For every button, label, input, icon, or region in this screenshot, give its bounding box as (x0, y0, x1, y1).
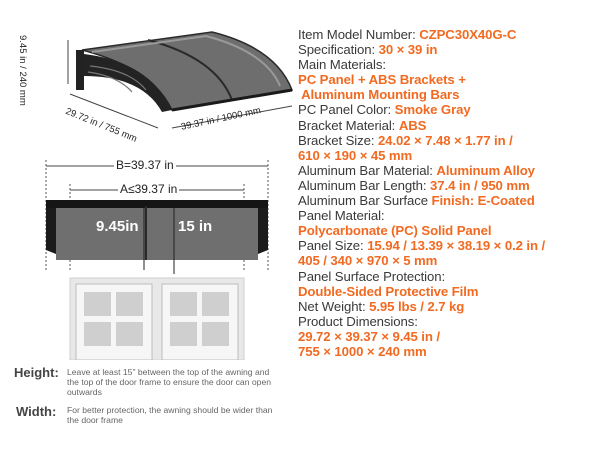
spec-line (298, 148, 598, 163)
spec-value: PC Panel + ABS Brackets + (298, 72, 466, 88)
spec-label: Bracket Material: (298, 117, 399, 133)
height-value-label: 9.45in (96, 218, 139, 235)
spec-value: 755 × 1000 × 240 mm (298, 343, 427, 359)
spec-value: ABS (398, 117, 427, 133)
spec-line (298, 178, 598, 193)
spec-value: 5.95 lbs / 2.7 kg (369, 298, 465, 314)
spec-line (298, 329, 598, 344)
spec-value: Aluminum Mounting Bars (298, 87, 460, 103)
spec-line (298, 133, 598, 148)
spec-line (298, 253, 598, 268)
a-dimension-label: A≤39.37 in (120, 182, 178, 196)
spec-line (298, 344, 598, 359)
width-note-label: Width: (16, 404, 57, 419)
spec-line (298, 27, 598, 42)
spec-label: Aluminum Bar Material: (298, 162, 437, 178)
dimension-depth-label: 29.72 in / 755 mm (63, 106, 139, 145)
spec-line (298, 57, 598, 72)
dimension-height-label: 9.45 in / 240 mm (17, 35, 28, 106)
spec-value: 15.94 / 13.39 × 38.19 × 0.2 in / (367, 238, 546, 254)
spec-value: 405 / 340 × 970 × 5 mm (298, 253, 438, 269)
spec-line (298, 284, 598, 299)
height-note-label: Height: (14, 365, 59, 380)
spec-line (298, 269, 598, 284)
spec-label: Panel Material: (298, 208, 385, 224)
spec-label: Net Weight: (298, 298, 370, 314)
spec-line (298, 42, 598, 57)
specifications-list (298, 27, 598, 359)
spec-value: 610 × 190 × 45 mm (298, 147, 413, 163)
spec-value: CZPC30X40G-C (419, 27, 517, 42)
spec-value: Smoke Gray (394, 102, 471, 118)
width-note-text: For better protection, the awning should be wider than the door frame (67, 405, 273, 425)
spec-line (298, 208, 598, 223)
spec-line (298, 299, 598, 314)
spec-line (298, 118, 598, 133)
spec-label: Main Materials: (298, 57, 386, 73)
spec-label: Bracket Size: (298, 132, 378, 148)
spec-label: Panel Size: (298, 238, 368, 254)
spec-value: 24.02 × 7.48 × 1.77 in / (377, 132, 513, 148)
spec-label: Product Dimensions: (298, 313, 418, 329)
height-note-text: Leave at least 15" between the top of the awning and the top of the door frame to ensure the door can open outwards (67, 367, 272, 397)
spec-value: Polycarbonate (PC) Solid Panel (298, 223, 492, 239)
spec-line (298, 72, 598, 87)
spec-value: 37.4 in / 950 mm (430, 177, 530, 193)
spec-label: Aluminum Bar Length: (298, 177, 431, 193)
spec-line (298, 102, 598, 117)
dimension-width-label: 39.37 in / 1000 mm (180, 105, 262, 133)
spec-value: Double-Sided Protective Film (298, 283, 479, 299)
spec-value: 29.72 × 39.37 × 9.45 in / (298, 328, 440, 344)
spec-line (298, 314, 598, 329)
spec-line (298, 87, 598, 102)
spec-value: Finish: E-Coated (431, 193, 535, 209)
b-dimension-label: B=39.37 in (116, 158, 174, 172)
spec-label: Item Model Number: (298, 27, 420, 42)
spec-line (298, 163, 598, 178)
spec-label: Panel Surface Protection: (298, 268, 446, 284)
spec-line (298, 223, 598, 238)
spec-line (298, 193, 598, 208)
spec-label: Specification: (298, 42, 379, 58)
spec-label: PC Panel Color: (298, 102, 395, 118)
spec-value: 30 × 39 in (378, 42, 438, 58)
width-value-label: 15 in (178, 218, 213, 235)
spec-value: Aluminum Alloy (436, 162, 535, 178)
spec-line (298, 238, 598, 253)
spec-label: Aluminum Bar Surface (298, 193, 432, 209)
awning-product-image (30, 18, 300, 148)
